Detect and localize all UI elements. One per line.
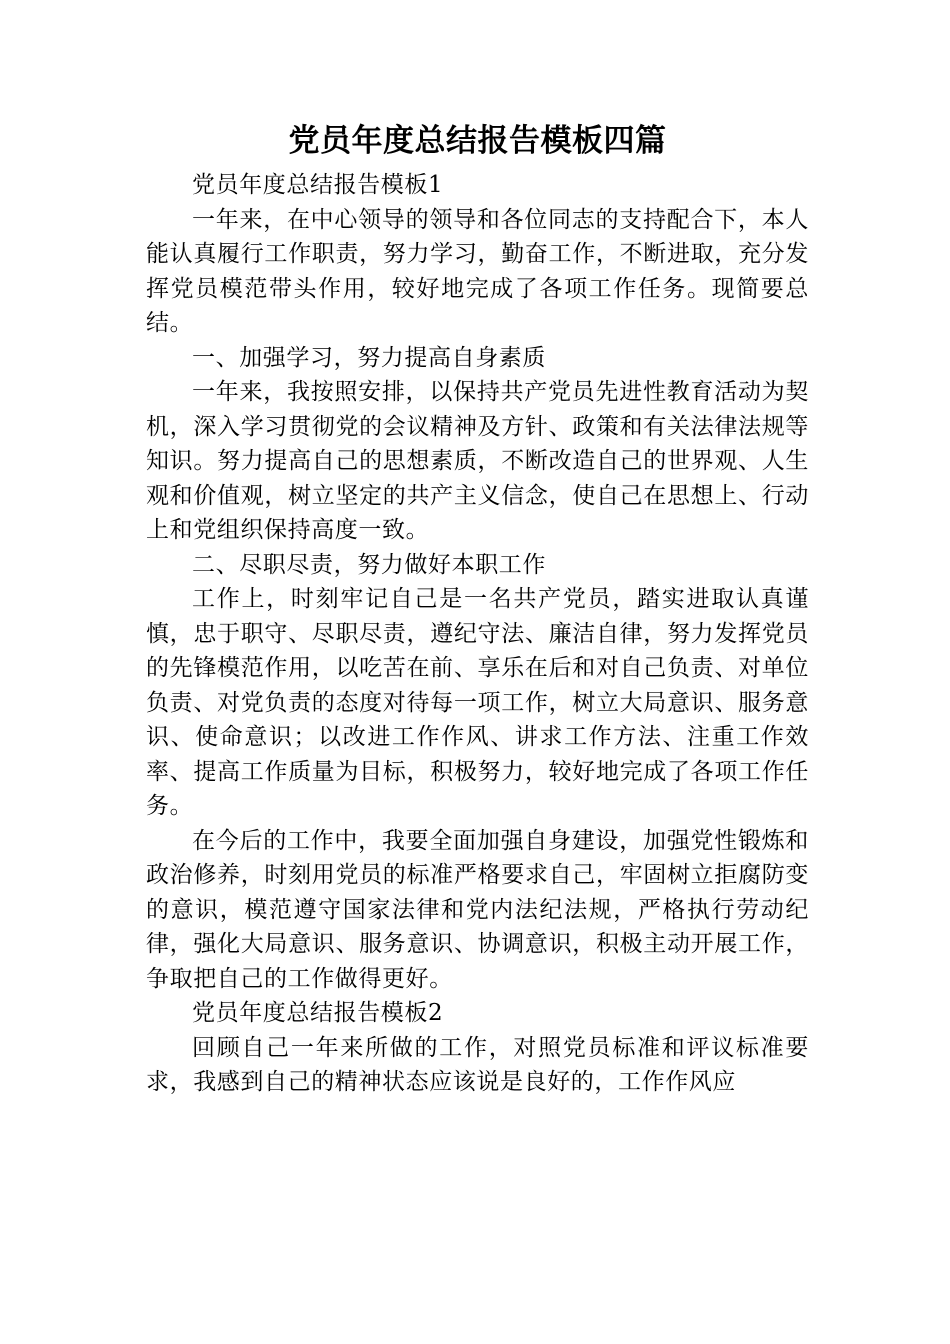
section-heading-2: 二、尽职尽责，努力做好本职工作 <box>192 551 546 578</box>
heading-template-1: 党员年度总结报告模板1 <box>192 172 444 198</box>
document-title: 党员年度总结报告模板四篇 <box>288 123 667 159</box>
paragraph-review: 回顾自己一年来所做的工作，对照党员标准和评议标准要求，我感到自己的精神状态应该说是良好的，工作作风应 <box>146 1034 809 1095</box>
paragraph-study: 一年来，我按照安排，以保持共产党员先进性教育活动为契机，深入学习贯彻党的会议精神及方针、政策和有关法律法规等知识。努力提高自己的思想素质，不断改造自己的世界观、人生观和价值观，树立坚定的共产主义信念，使自己在思想上、行动上和党组织保持高度一致。 <box>146 379 809 543</box>
paragraph-work: 工作上，时刻牢记自己是一名共产党员，踏实进取认真谨慎，忠于职守、尽职尽责，遵纪守法、廉洁自律，努力发挥党员的先锋模范作用，以吃苦在前、享乐在后和对自己负责、对单位负责、对党负责的态度对待每一项工作，树立大局意识、服务意识、使命意识；以改进工作作风、讲求工作方法、注重工作效率、提高工作质量为目标，积极努力，较好地完成了各项工作任务。 <box>146 586 809 819</box>
heading-template-2: 党员年度总结报告模板2 <box>192 1000 444 1026</box>
section-heading-1: 一、加强学习，努力提高自身素质 <box>192 344 546 371</box>
document-page <box>146 118 809 1100</box>
paragraph-intro: 一年来，在中心领导的领导和各位同志的支持配合下，本人能认真履行工作职责，努力学习，勤奋工作，不断进取，充分发挥党员模范带头作用，较好地完成了各项工作任务。现简要总结。 <box>146 206 809 336</box>
paragraph-future: 在今后的工作中，我要全面加强自身建设，加强党性锻炼和政治修养，时刻用党员的标准严格要求自己，牢固树立拒腐防变的意识，模范遵守国家法律和党内法纪法规，严格执行劳动纪律，强化大局意识、服务意识、协调意识，积极主动开展工作，争取把自己的工作做得更好。 <box>146 827 809 992</box>
